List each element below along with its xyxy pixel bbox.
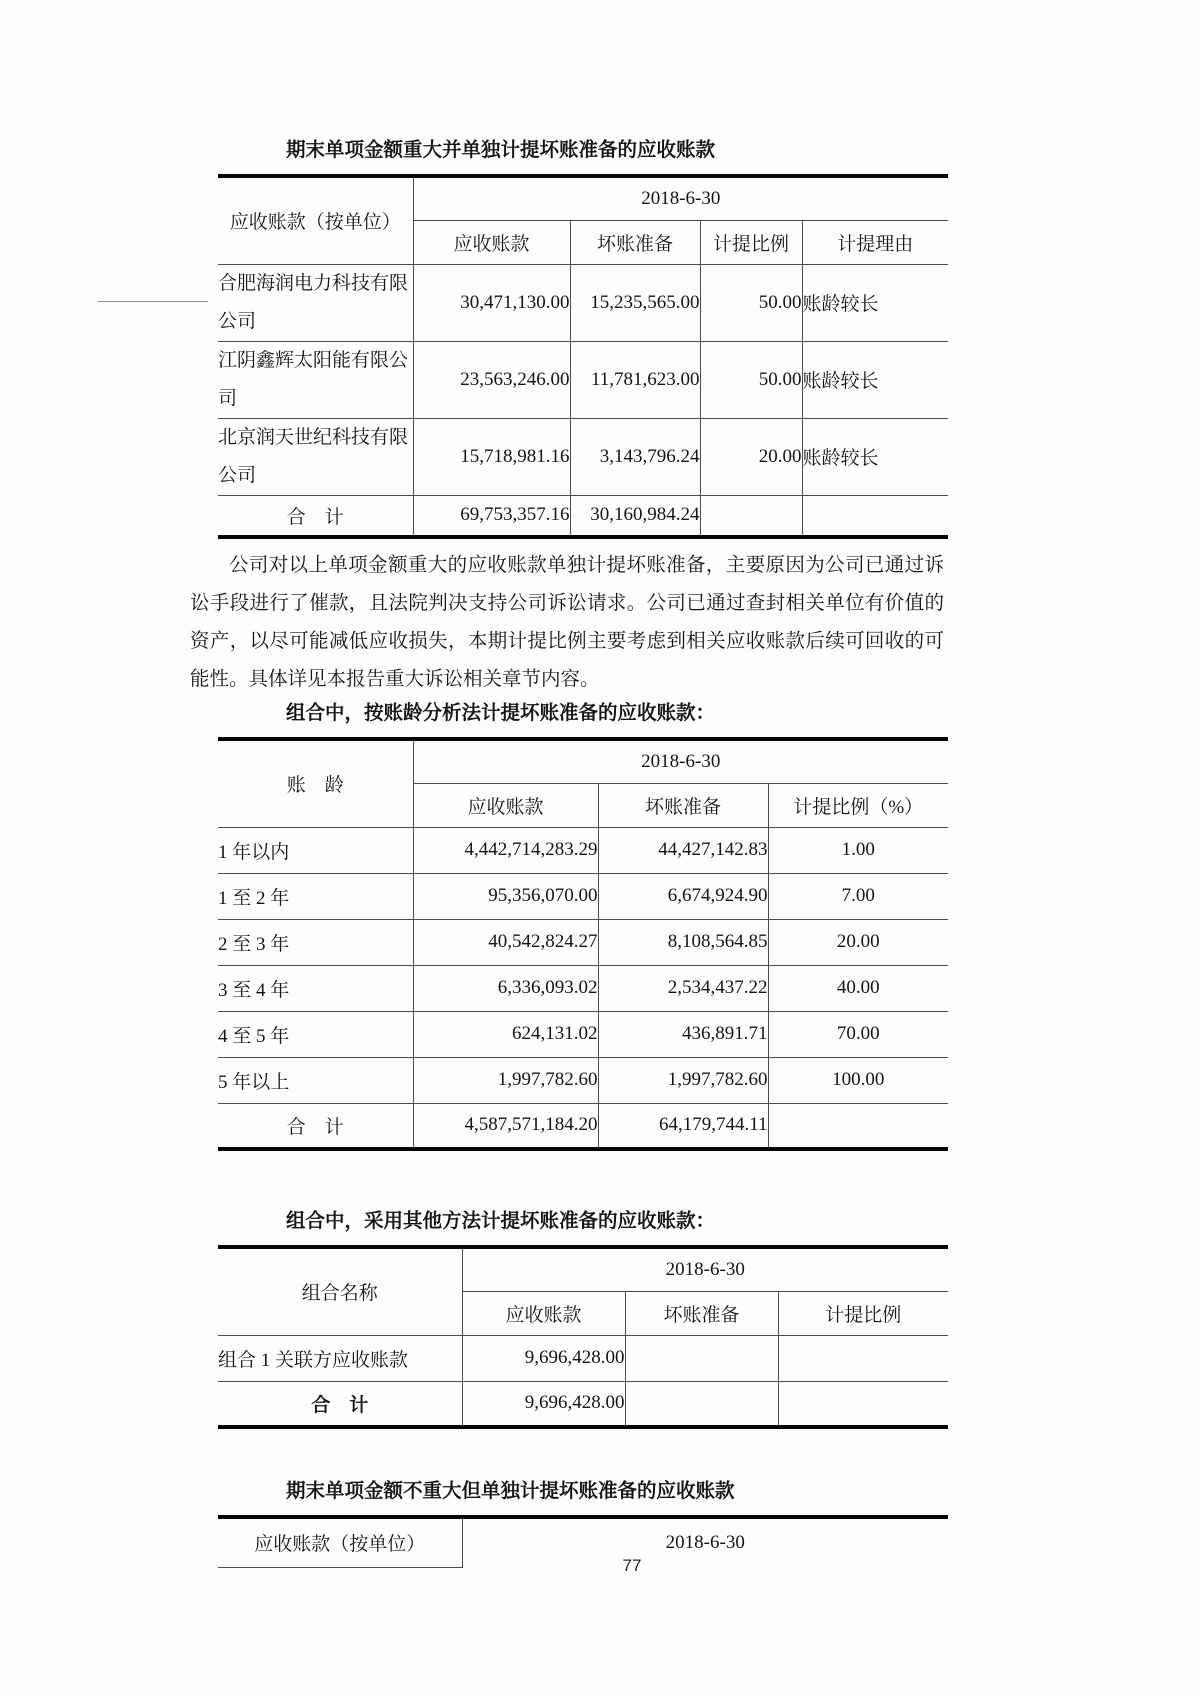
cell-receivable: 624,131.02 <box>413 1011 598 1057</box>
cell-ratio: 40.00 <box>768 965 948 1011</box>
cell-baddebt: 3,143,796.24 <box>570 418 700 495</box>
cell-baddebt: 2,534,437.22 <box>598 965 768 1011</box>
corner-header-cell: 账 龄 <box>218 739 413 827</box>
aging-analysis-table <box>218 737 948 1151</box>
date-header-cell: 2018-6-30 <box>462 1517 948 1567</box>
cell-age-band: 2 至 3 年 <box>218 919 413 965</box>
cell-ratio: 100.00 <box>768 1057 948 1103</box>
cell-reason: 账龄较长 <box>802 341 948 418</box>
cell-receivable: 15,718,981.16 <box>413 418 570 495</box>
explanatory-paragraph: 公司对以上单项金额重大的应收账款单独计提坏账准备，主要原因为公司已通过诉讼手段进行了催款，且法院判决支持公司诉讼请求。公司已通过查封相关单位有价值的资产，以尽可能减低应收损失，本期计提比例主要考虑到相关应收账款后续可回收的可能性。具体详见本报告重大诉讼相关章节内容。 <box>190 555 944 690</box>
cell-age-band: 5 年以上 <box>218 1057 413 1103</box>
table-row <box>218 965 948 1011</box>
cell-total-receivable: 9,696,428.00 <box>462 1381 625 1427</box>
table-row <box>218 341 948 418</box>
cell-ratio: 20.00 <box>768 919 948 965</box>
column-header-baddebt: 坏账准备 <box>570 220 700 264</box>
table-row <box>218 1057 948 1103</box>
cell-reason: 账龄较长 <box>802 418 948 495</box>
cell-portfolio-name: 组合 1 关联方应收账款 <box>218 1335 462 1381</box>
table-header-row <box>218 1247 948 1291</box>
date-header-cell: 2018-6-30 <box>413 739 948 783</box>
page-number: 77 <box>622 1556 642 1575</box>
cell-receivable: 95,356,070.00 <box>413 873 598 919</box>
cell-total-receivable: 4,587,571,184.20 <box>413 1103 598 1149</box>
cell-receivable: 40,542,824.27 <box>413 919 598 965</box>
date-header-cell: 2018-6-30 <box>413 176 948 220</box>
other-method-table <box>218 1245 948 1429</box>
section-title-significant: 期末单项金额重大并单独计提坏账准备的应收账款 <box>286 140 716 161</box>
column-header-ratio: 计提比例 <box>778 1291 948 1335</box>
cell-baddebt: 44,427,142.83 <box>598 827 768 873</box>
cell-company-name: 北京润天世纪科技有限公司 <box>218 418 413 495</box>
cell-baddebt: 6,674,924.90 <box>598 873 768 919</box>
corner-header-cell: 应收账款（按单位） <box>218 1517 462 1567</box>
column-header-receivable: 应收账款 <box>413 783 598 827</box>
cell-receivable: 1,997,782.60 <box>413 1057 598 1103</box>
cell-baddebt: 15,235,565.00 <box>570 264 700 341</box>
column-header-receivable: 应收账款 <box>413 220 570 264</box>
column-header-reason: 计提理由 <box>802 220 948 264</box>
table-header-row <box>218 176 948 220</box>
table-row <box>218 1011 948 1057</box>
cell-receivable: 30,471,130.00 <box>413 264 570 341</box>
column-header-baddebt: 坏账准备 <box>625 1291 778 1335</box>
cell-reason: 账龄较长 <box>802 264 948 341</box>
cell-total-baddebt: 64,179,744.11 <box>598 1103 768 1149</box>
section-title-aging: 组合中，按账龄分析法计提坏账准备的应收账款： <box>286 703 716 724</box>
cell-empty <box>625 1335 778 1381</box>
cell-ratio: 50.00 <box>700 341 802 418</box>
cell-total-receivable: 69,753,357.16 <box>413 495 570 537</box>
cell-baddebt: 436,891.71 <box>598 1011 768 1057</box>
corner-header-cell: 应收账款（按单位） <box>218 176 413 264</box>
table-total-row <box>218 495 948 537</box>
cell-baddebt: 1,997,782.60 <box>598 1057 768 1103</box>
cell-total-label: 合 计 <box>218 1103 413 1149</box>
cell-empty <box>700 495 802 537</box>
section-title-insignificant: 期末单项金额不重大但单独计提坏账准备的应收账款 <box>286 1481 735 1502</box>
cell-age-band: 3 至 4 年 <box>218 965 413 1011</box>
table-total-row <box>218 1103 948 1149</box>
page-content <box>190 0 950 1568</box>
significant-receivables-table <box>218 174 948 539</box>
cell-baddebt: 11,781,623.00 <box>570 341 700 418</box>
cell-baddebt: 8,108,564.85 <box>598 919 768 965</box>
table-row <box>218 873 948 919</box>
column-header-ratio: 计提比例 <box>700 220 802 264</box>
corner-header-cell: 组合名称 <box>218 1247 462 1335</box>
cell-receivable: 23,563,246.00 <box>413 341 570 418</box>
cell-empty <box>802 495 948 537</box>
cell-total-label: 合 计 <box>218 1381 462 1427</box>
cell-company-name: 合肥海润电力科技有限公司 <box>218 264 413 341</box>
cell-empty <box>768 1103 948 1149</box>
cell-receivable: 6,336,093.02 <box>413 965 598 1011</box>
section-title-other: 组合中，采用其他方法计提坏账准备的应收账款： <box>286 1211 716 1232</box>
cell-age-band: 4 至 5 年 <box>218 1011 413 1057</box>
table-row <box>218 418 948 495</box>
table-row <box>218 919 948 965</box>
cell-ratio: 7.00 <box>768 873 948 919</box>
cell-ratio: 50.00 <box>700 264 802 341</box>
cell-receivable: 4,442,714,283.29 <box>413 827 598 873</box>
column-header-receivable: 应收账款 <box>462 1291 625 1335</box>
cell-company-name: 江阴鑫辉太阳能有限公司 <box>218 341 413 418</box>
cell-age-band: 1 至 2 年 <box>218 873 413 919</box>
cell-receivable: 9,696,428.00 <box>462 1335 625 1381</box>
cell-empty <box>778 1335 948 1381</box>
cell-total-baddebt: 30,160,984.24 <box>570 495 700 537</box>
cell-age-band: 1 年以内 <box>218 827 413 873</box>
cell-ratio: 20.00 <box>700 418 802 495</box>
cell-ratio: 1.00 <box>768 827 948 873</box>
table-row <box>218 1335 948 1381</box>
table-header-row <box>218 739 948 783</box>
column-header-baddebt: 坏账准备 <box>598 783 768 827</box>
cell-empty <box>625 1381 778 1427</box>
cell-ratio: 70.00 <box>768 1011 948 1057</box>
column-header-ratio: 计提比例（%） <box>768 783 948 827</box>
cell-empty <box>778 1381 948 1427</box>
date-header-cell: 2018-6-30 <box>462 1247 948 1291</box>
table-row <box>218 264 948 341</box>
table-row <box>218 827 948 873</box>
table-total-row <box>218 1381 948 1427</box>
cell-total-label: 合 计 <box>218 495 413 537</box>
